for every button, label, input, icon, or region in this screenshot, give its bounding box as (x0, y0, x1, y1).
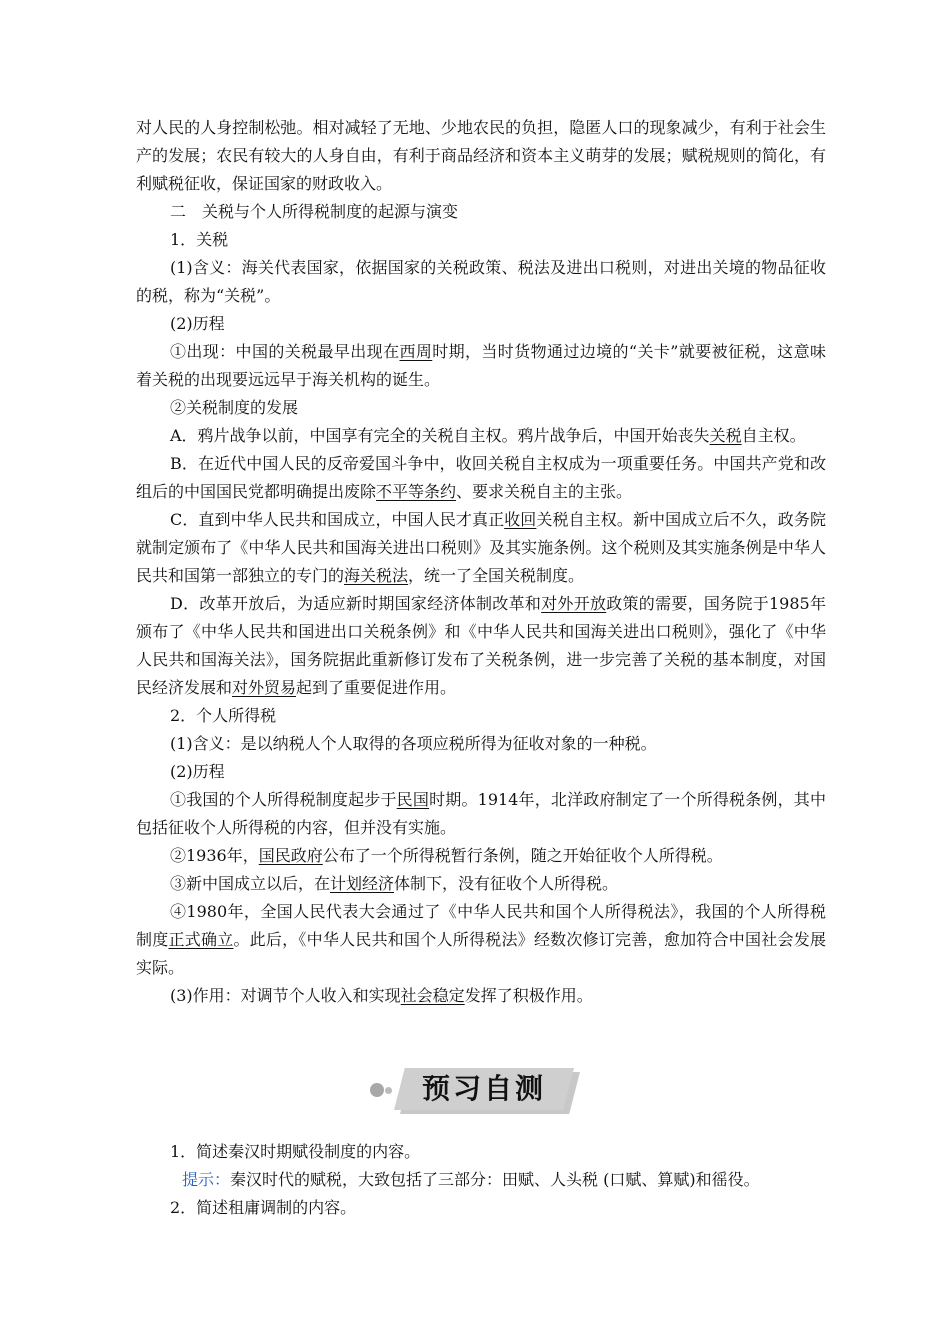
underlined-term: 计划经济 (330, 874, 395, 893)
question (136, 1194, 826, 1222)
text-segment: 1．关税 (170, 230, 229, 249)
text-segment: 时期，当时货物通过边境的“关卡”就要被征税，这意味着关税的出现要远远早于海关机构的诞生。 (136, 342, 826, 389)
text-segment: 自主权。 (741, 426, 806, 445)
text-segment: 公布了一个所得税暂行条例，随之开始征收个人所得税。 (322, 846, 723, 865)
document-body (136, 114, 826, 1010)
text-segment: (2)历程 (170, 762, 225, 781)
paragraph (136, 786, 826, 842)
underlined-term: 社会稳定 (400, 986, 465, 1005)
text-segment: A．鸦片战争以前，中国享有完全的关税自主权。鸦片战争后，中国开始丧失 (170, 426, 710, 445)
underlined-term: 不平等条约 (376, 482, 457, 501)
paragraph (136, 982, 826, 1010)
paragraph (136, 198, 826, 226)
text-segment: ②关税制度的发展 (170, 398, 299, 417)
paragraph (136, 310, 826, 338)
text-segment: C．直到中华人民共和国成立，中国人民才真正 (170, 510, 505, 529)
paragraph (136, 114, 826, 198)
paragraph (136, 898, 826, 982)
paragraph (136, 590, 826, 702)
text-segment: 时期。1914年，北洋政府制定了一个所得税条例，其中包括征收个人所得税的内容，但并没有实施。 (136, 790, 826, 837)
text-segment: D．改革开放后，为适应新时期国家经济体制改革和 (170, 594, 542, 613)
paragraph (136, 394, 826, 422)
hint-label: 提示： (182, 1170, 231, 1189)
paragraph (136, 702, 826, 730)
text-segment: 、要求关税自主的主张。 (456, 482, 633, 501)
paragraph (136, 422, 826, 450)
text-segment: B．在近代中国人民的反帝爱国斗争中，收回关税自主权成为一项重要任务。中国共产党和改组后的中国国民党都明确提出废除 (136, 454, 826, 501)
text-segment: 关税自主权。新中国成立后不久，政务院就制定颁布了《中华人民共和国海关进出口税则》及其实施条例。这个税则及其实施条例是中华人民共和国第一部独立的专门的 (136, 510, 826, 585)
paragraph (136, 506, 826, 590)
underlined-term: 收回 (504, 510, 537, 529)
text-segment: (3)作用：对调节个人收入和实现 (170, 986, 401, 1005)
text-segment: ③新中国成立以后，在 (170, 874, 331, 893)
text-segment: 二 关税与个人所得税制度的起源与演变 (170, 202, 459, 221)
paragraph (136, 450, 826, 506)
paragraph (136, 254, 826, 310)
paragraph (136, 226, 826, 254)
underlined-term: 正式确立 (168, 930, 234, 949)
text-segment: ②1936年， (170, 846, 259, 865)
text-segment: ①出现：中国的关税最早出现在 (170, 342, 400, 361)
underlined-term: 对外贸易 (232, 678, 297, 697)
text-segment: 2．个人所得税 (170, 706, 277, 725)
paragraph (136, 338, 826, 394)
paragraph (136, 870, 826, 898)
underlined-term: 海关税法 (344, 566, 409, 585)
text-segment: 2．简述租庸调制的内容。 (170, 1198, 357, 1217)
text-segment: 起到了重要促进作用。 (296, 678, 457, 697)
text-segment: 秦汉时代的赋税，大致包括了三部分：田赋、人头税 (口赋、算赋)和徭役。 (230, 1170, 760, 1189)
text-segment: 发挥了积极作用。 (464, 986, 593, 1005)
paragraph (136, 758, 826, 786)
underlined-term: 对外开放 (541, 594, 607, 613)
text-segment: (1)含义：海关代表国家，依据国家的关税政策、税法及进出口税则，对进出关境的物品征收的税，称为“关税”。 (136, 258, 826, 305)
banner-dot-icon (370, 1083, 384, 1097)
section-banner (370, 1064, 580, 1114)
text-segment: (1)含义：是以纳税人个人取得的各项应税所得为征收对象的一种税。 (170, 734, 657, 753)
text-segment: 。此后，《中华人民共和国个人所得税法》经数次修订完善，愈加符合中国社会发展实际。 (136, 930, 826, 977)
text-segment: (2)历程 (170, 314, 225, 333)
text-segment: ④1980年，全国人民代表大会通过了《中华人民共和国个人所得税法》，我国的个人所得税制度 (136, 902, 826, 949)
hint-paragraph (136, 1166, 826, 1194)
text-segment: ①我国的个人所得税制度起步于 (170, 790, 397, 809)
question (136, 1138, 826, 1166)
text-segment: 1．简述秦汉时期赋役制度的内容。 (170, 1142, 421, 1161)
underlined-term: 关税 (709, 426, 742, 445)
paragraph (136, 842, 826, 870)
text-segment: 政策的需要，国务院于1985年颁布了《中华人民共和国进出口关税条例》和《中华人民共和国海关进出口税则》，强化了《中华人民共和国海关法》，国务院据此重新修订发布了关税条例，进一步完善了关税的基本制度，对国民经济发展和 (136, 594, 826, 697)
section-title: 预习自测 (421, 1072, 546, 1105)
underlined-term: 国民政府 (258, 846, 323, 865)
text-segment: 体制下，没有征收个人所得税。 (394, 874, 619, 893)
text-segment: ，统一了全国关税制度。 (408, 566, 585, 585)
paragraph (136, 730, 826, 758)
underlined-term: 西周 (399, 342, 433, 361)
banner-small-dot-icon (385, 1087, 392, 1094)
underlined-term: 民国 (396, 790, 430, 809)
text-segment: 对人民的人身控制松弛。相对减轻了无地、少地农民的负担，隐匿人口的现象减少，有利于社会生产的发展；农民有较大的人身自由，有利于商品经济和资本主义萌芽的发展；赋税规则的简化，有利赋税征收，保证国家的财政收入。 (136, 118, 826, 193)
questions-block (136, 1138, 826, 1222)
